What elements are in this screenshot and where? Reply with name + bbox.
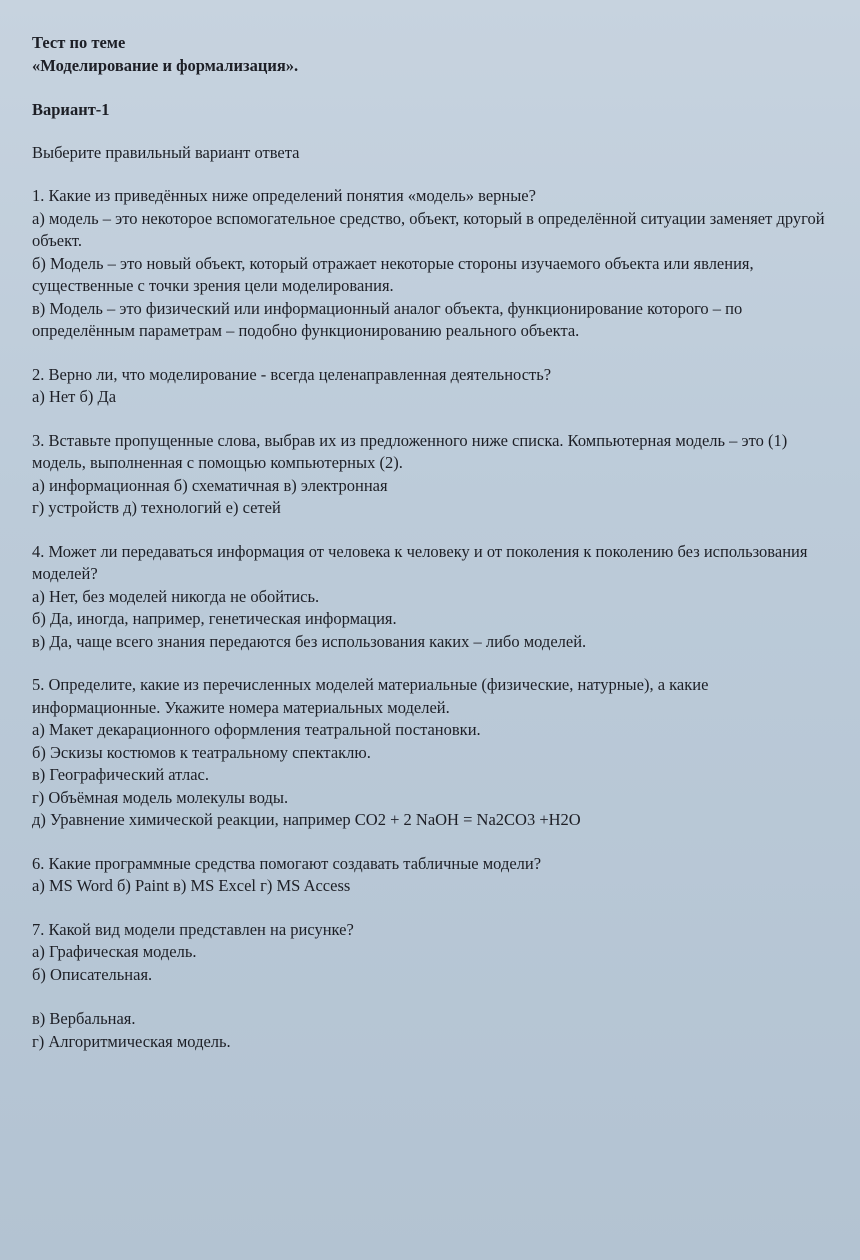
answer-option: в) Да, чаще всего знания передаются без использования каких – либо моделей. xyxy=(32,631,587,651)
question-7 xyxy=(32,919,832,1054)
answer-option: в) Географический атлас. xyxy=(32,765,209,784)
title-line-1: Тест по теме xyxy=(32,33,126,52)
answer-option: в) Модель – это физический или информационный аналог объекта, функционирование которого – по определённым параметрам – подобно функционированию реального объекта. xyxy=(32,298,743,340)
question-text: 1. Какие из приведённых ниже определений понятия «модель» верные? xyxy=(32,186,536,205)
answer-option: в) Вербальная. xyxy=(32,1009,136,1028)
question-text: 5. Определите, какие из перечисленных моделей материальные (физические, натурные), а какие информационные. Укажите номера материальных моделей. xyxy=(32,675,709,717)
answer-option: а) Макет декарационного оформления театральной постановки. xyxy=(32,720,481,739)
question-text: 4. Может ли передаваться информация от человека к человеку и от поколения к поколению без использования моделей? xyxy=(32,541,808,583)
test-document xyxy=(32,32,832,1053)
instruction-text: Выберите правильный вариант ответа xyxy=(32,142,300,162)
question-text: 3. Вставьте пропущенные слова, выбрав их из предложенного ниже списка. Компьютерная модель – это (1) модель, выполненная с помощью компьютерных (2). xyxy=(32,430,788,472)
answer-option: г) устройств д) технологий е) сетей xyxy=(32,498,281,517)
question-text: 6. Какие программные средства помогают создавать табличные модели? xyxy=(32,853,542,873)
answer-option: д) Уравнение химической реакции, например CO2 + 2 NaOH = Na2CO3 +H2O xyxy=(32,810,581,829)
answer-option: г) Объёмная модель молекулы воды. xyxy=(32,787,289,807)
answer-option: б) Модель – это новый объект, который отражает некоторые стороны изучаемого объекта или явления, существенные с точки зрения цели моделирования. xyxy=(32,253,754,295)
answer-option: б) Да, иногда, например, генетическая информация. xyxy=(32,609,397,628)
question-5 xyxy=(32,674,832,832)
title-line-2: «Моделирование и формализация». xyxy=(32,55,299,75)
answer-option: а) информационная б) схематичная в) электронная xyxy=(32,475,388,495)
answer-option: а) Нет, без моделей никогда не обойтись. xyxy=(32,586,320,606)
question-6 xyxy=(32,853,832,898)
question-3 xyxy=(32,430,832,520)
answer-option: а) Графическая модель. xyxy=(32,942,197,961)
question-text: 2. Верно ли, что моделирование - всегда целенаправленная деятельность? xyxy=(32,364,552,384)
answer-option: а) MS Word б) Paint в) MS Excel г) MS Access xyxy=(32,876,351,895)
question-text: 7. Какой вид модели представлен на рисунке? xyxy=(32,919,354,939)
answer-option: а) Нет б) Да xyxy=(32,387,117,406)
answer-option: б) Описательная. xyxy=(32,964,153,984)
answer-option: б) Эскизы костюмов к театральному спектаклю. xyxy=(32,742,371,762)
answer-option: г) Алгоритмическая модель. xyxy=(32,1031,231,1051)
question-2 xyxy=(32,364,832,409)
variant-heading: Вариант-1 xyxy=(32,100,110,119)
question-4 xyxy=(32,541,832,654)
answer-option: а) модель – это некоторое вспомогательное средство, объект, который в определённой ситуации заменяет другой объект. xyxy=(32,208,825,250)
question-1 xyxy=(32,185,832,343)
